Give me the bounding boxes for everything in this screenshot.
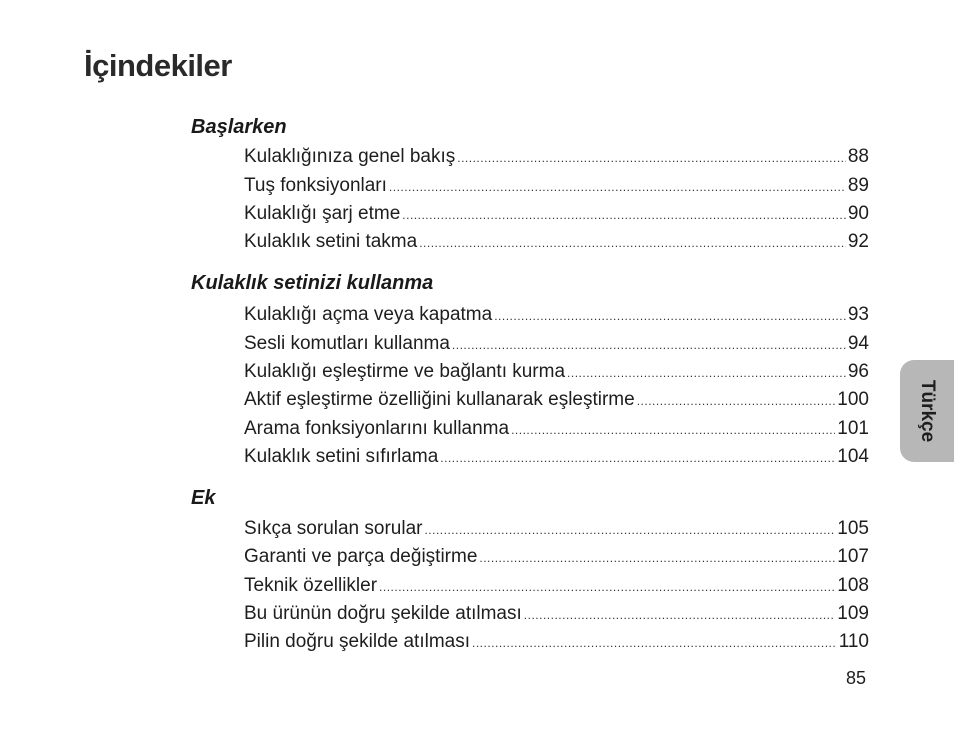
- toc-entry-page: 110: [838, 631, 869, 652]
- toc-entry[interactable]: [244, 389, 869, 415]
- page-number: 85: [846, 668, 867, 688]
- toc-entry[interactable]: [244, 333, 869, 359]
- dot-leader: [452, 338, 846, 352]
- section-heading-using-headset: Kulaklık setinizi kullanma: [191, 272, 434, 294]
- toc-entry-label: Aktif eşleştirme özelliğini kullanarak eşleştirme: [244, 389, 635, 410]
- toc-entry-label: Sıkça sorulan sorular: [244, 518, 423, 539]
- toc-entry[interactable]: [244, 304, 869, 330]
- toc-entry[interactable]: [244, 418, 869, 444]
- section-heading-getting-started: Başlarken: [191, 116, 287, 138]
- toc-entry-page: 109: [837, 603, 869, 624]
- toc-entry-page: 93: [847, 304, 869, 325]
- dot-leader: [567, 366, 846, 380]
- language-tab: [900, 360, 954, 462]
- toc-entry-page: 88: [847, 146, 869, 167]
- dot-leader: [440, 451, 835, 465]
- toc-entry[interactable]: [244, 631, 869, 657]
- language-tab-label: Türkçe: [917, 379, 938, 443]
- page-title: İçindekiler: [84, 48, 232, 83]
- toc-entry-page: 90: [847, 203, 869, 224]
- toc-entry-page: 107: [837, 546, 869, 567]
- section-heading-appendix: Ek: [191, 487, 216, 509]
- toc-entry-label: Kulaklık setini takma: [244, 231, 418, 252]
- dot-leader: [511, 423, 835, 437]
- toc-entry-page: 96: [847, 361, 869, 382]
- toc-entry-page: 101: [837, 418, 869, 439]
- toc-entry[interactable]: [244, 231, 869, 257]
- toc-entry-page: 89: [847, 175, 869, 196]
- toc-entry[interactable]: [244, 146, 869, 172]
- toc-entry[interactable]: [244, 603, 869, 629]
- toc-entry[interactable]: [244, 175, 869, 201]
- toc-entry-page: 100: [837, 389, 869, 410]
- toc-entry[interactable]: [244, 518, 869, 544]
- toc-entry-label: Teknik özellikler: [244, 575, 378, 596]
- toc-entry[interactable]: [244, 361, 869, 387]
- dot-leader: [402, 208, 846, 222]
- toc-entry[interactable]: [244, 446, 869, 472]
- toc-entry-label: Kulaklığınıza genel bakış: [244, 146, 456, 167]
- toc-entry[interactable]: [244, 203, 869, 229]
- toc-entry-label: Tuş fonksiyonları: [244, 175, 387, 196]
- dot-leader: [389, 180, 846, 194]
- toc-entry[interactable]: [244, 546, 869, 572]
- dot-leader: [479, 551, 835, 565]
- toc-entry-page: 108: [837, 575, 869, 596]
- toc-entry[interactable]: [244, 575, 869, 601]
- toc-entry-page: 94: [847, 333, 869, 354]
- toc-entry-label: Sesli komutları kullanma: [244, 333, 450, 354]
- toc-entry-label: Kulaklık setini sıfırlama: [244, 446, 439, 467]
- toc-entry-label: Kulaklığı eşleştirme ve bağlantı kurma: [244, 361, 566, 382]
- toc-entry-page: 105: [837, 518, 869, 539]
- dot-leader: [472, 636, 837, 650]
- dot-leader: [419, 236, 846, 250]
- dot-leader: [424, 523, 835, 537]
- dot-leader: [457, 151, 846, 165]
- toc-entry-label: Kulaklığı şarj etme: [244, 203, 401, 224]
- dot-leader: [379, 580, 835, 594]
- toc-entry-label: Pilin doğru şekilde atılması: [244, 631, 470, 652]
- toc-entry-label: Kulaklığı açma veya kapatma: [244, 304, 493, 325]
- dot-leader: [494, 309, 846, 323]
- toc-entry-page: 104: [837, 446, 869, 467]
- dot-leader: [637, 394, 836, 408]
- toc-entry-label: Garanti ve parça değiştirme: [244, 546, 478, 567]
- dot-leader: [524, 608, 836, 622]
- toc-entry-page: 92: [847, 231, 869, 252]
- toc-entry-label: Bu ürünün doğru şekilde atılması: [244, 603, 522, 624]
- toc-entry-label: Arama fonksiyonlarını kullanma: [244, 418, 510, 439]
